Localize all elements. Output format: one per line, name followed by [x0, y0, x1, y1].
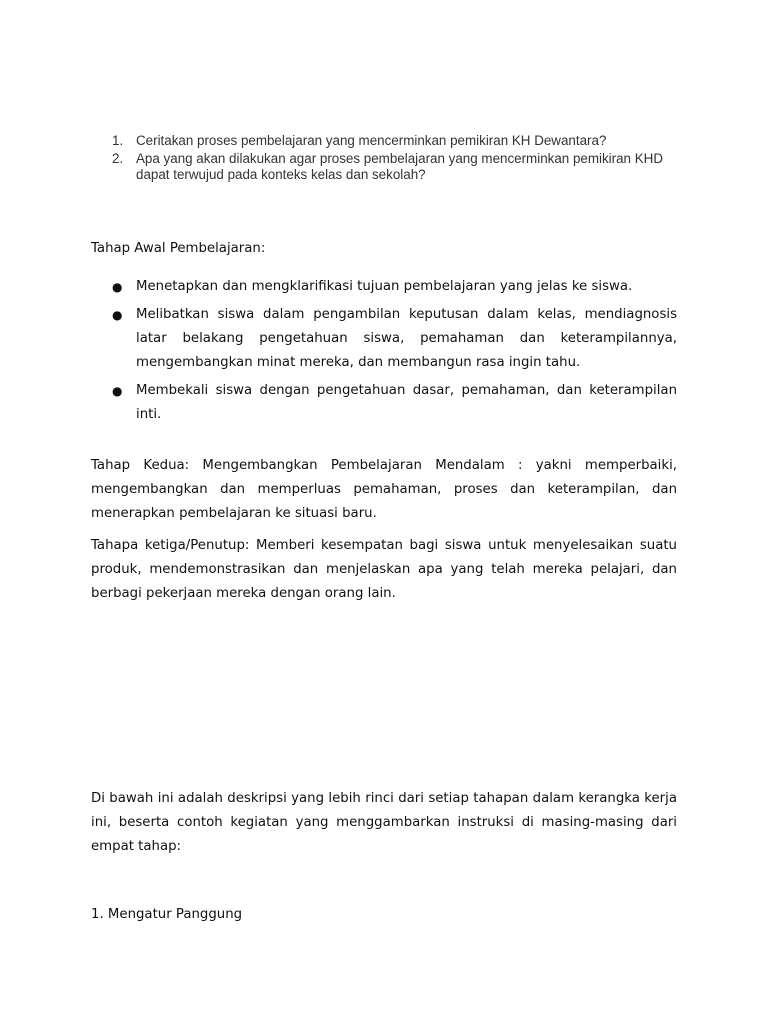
question-item [112, 133, 682, 149]
bullet-icon: ● [112, 308, 123, 322]
question-list [112, 133, 682, 185]
bullet-text: Melibatkan siswa dalam pengambilan keputusan dalam kelas, mendiagnosis latar belakang pengetahuan siswa, pemahaman dan keterampilannya, mengembangkan minat mereka, dan membangun rasa ingin tahu. [136, 307, 677, 370]
paragraph-stage-three: Tahapa ketiga/Penutup: Memberi kesempatan bagi siswa untuk menyelesaikan suatu produk, mendemonstrasikan dan menjelaskan apa yang telah mereka pelajari, dan berbagi pekerjaan mereka dengan orang lain. [91, 538, 677, 601]
question-item [112, 151, 682, 183]
bullet-list [112, 275, 677, 431]
question-number: 2. [112, 151, 124, 166]
stage-heading: Tahap Awal Pembelajaran: [91, 241, 266, 256]
list-item [112, 379, 677, 427]
paragraph-stage-two: Tahap Kedua: Mengembangkan Pembelajaran Mendalam : yakni memperbaiki, mengembangkan dan memperluas pemahaman, proses dan keterampilan, dan menerapkan pembelajaran ke situasi baru. [91, 458, 677, 521]
section-title: 1. Mengatur Panggung [91, 907, 243, 922]
paragraph-intro-detail: Di bawah ini adalah deskripsi yang lebih rinci dari setiap tahapan dalam kerangka kerja ini, beserta contoh kegiatan yang menggambarkan instruksi di masing-masing dari empat tahap: [91, 791, 677, 854]
bullet-text: Menetapkan dan mengklarifikasi tujuan pembelajaran yang jelas ke siswa. [136, 279, 633, 294]
list-item [112, 275, 677, 299]
question-text: Apa yang akan dilakukan agar proses pembelajaran yang mencerminkan pemikiran KHD dapat terwujud pada konteks kelas dan sekolah? [136, 151, 663, 182]
bullet-icon: ● [112, 280, 123, 294]
bullet-icon: ● [112, 384, 123, 398]
bullet-text: Membekali siswa dengan pengetahuan dasar, pemahaman, dan keterampilan inti. [136, 383, 677, 422]
question-text: Ceritakan proses pembelajaran yang mencerminkan pemikiran KH Dewantara? [136, 133, 607, 148]
list-item [112, 303, 677, 375]
question-number: 1. [112, 133, 124, 148]
